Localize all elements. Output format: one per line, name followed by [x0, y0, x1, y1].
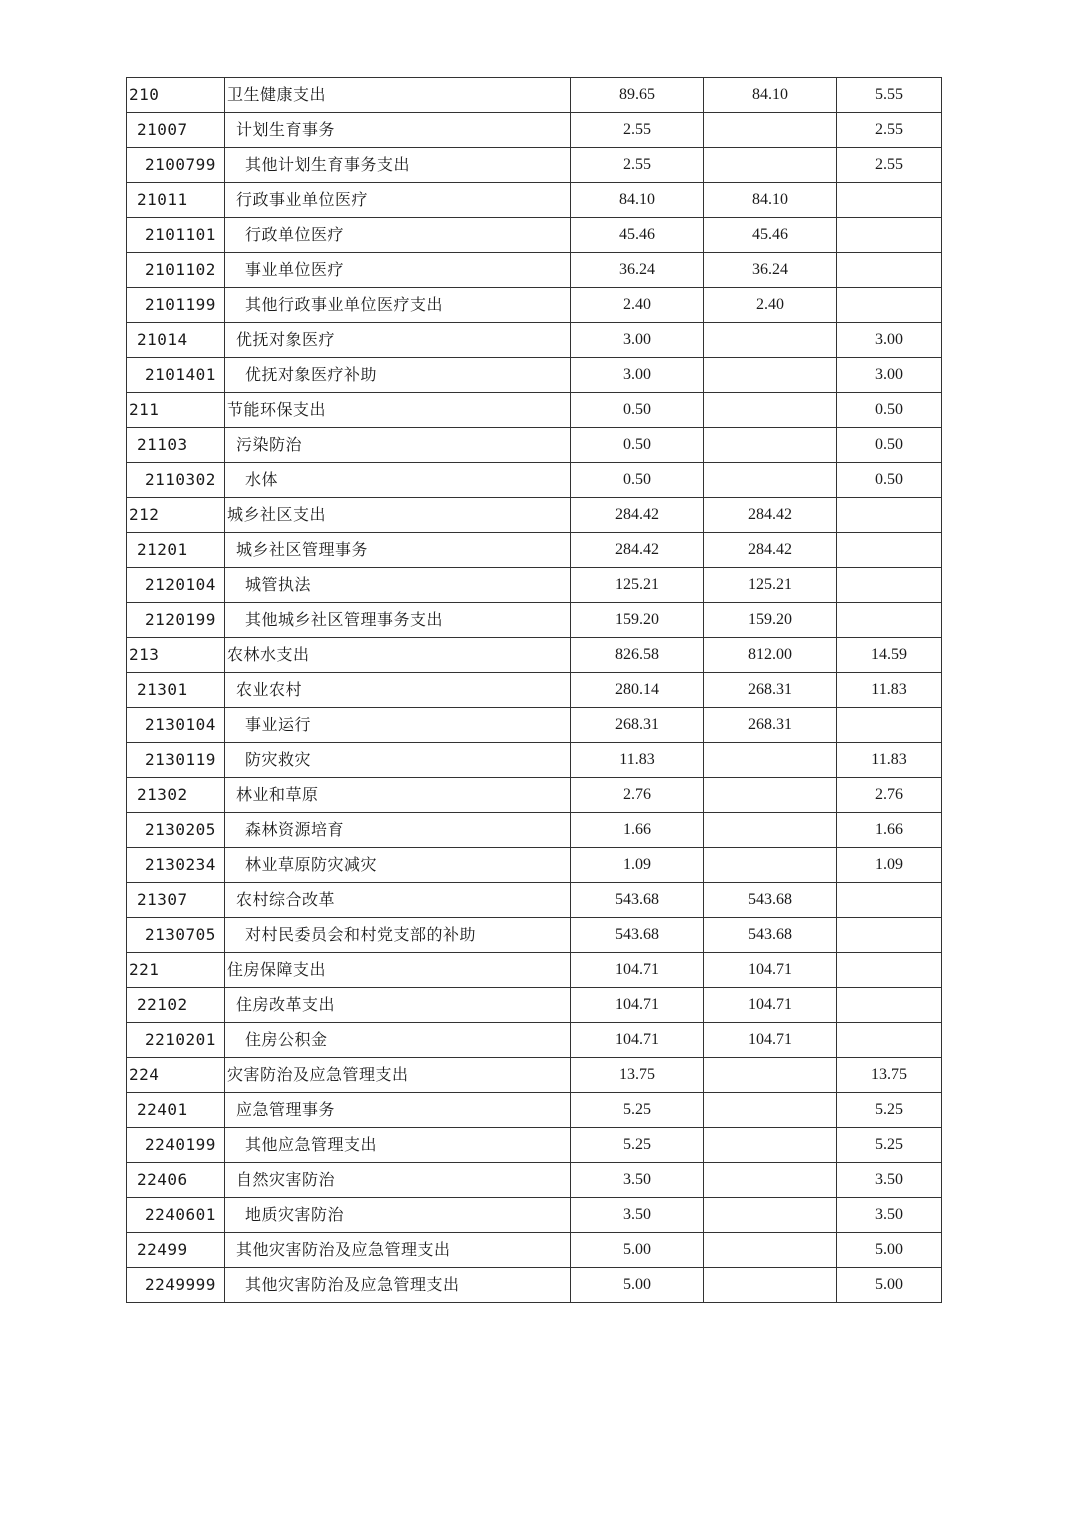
subject-code-cell: 21301	[127, 673, 225, 708]
total-amount-cell: 45.46	[571, 218, 704, 253]
project-expenditure-cell: 2.76	[837, 778, 942, 813]
table-row	[127, 113, 942, 148]
basic-expenditure-cell	[704, 1128, 837, 1163]
basic-expenditure-cell: 812.00	[704, 638, 837, 673]
total-amount-cell: 0.50	[571, 428, 704, 463]
basic-expenditure-cell: 2.40	[704, 288, 837, 323]
subject-code-cell: 21201	[127, 533, 225, 568]
basic-expenditure-cell: 543.68	[704, 883, 837, 918]
total-amount-cell: 3.00	[571, 323, 704, 358]
basic-expenditure-cell	[704, 1163, 837, 1198]
subject-code-cell: 2101199	[127, 288, 225, 323]
basic-expenditure-cell: 36.24	[704, 253, 837, 288]
table-row	[127, 1198, 942, 1233]
table-row	[127, 288, 942, 323]
table-row	[127, 673, 942, 708]
subject-name-cell: 其他城乡社区管理事务支出	[225, 603, 571, 638]
subject-code-cell: 2110302	[127, 463, 225, 498]
basic-expenditure-cell	[704, 113, 837, 148]
total-amount-cell: 0.50	[571, 393, 704, 428]
basic-expenditure-cell	[704, 1233, 837, 1268]
table-row	[127, 988, 942, 1023]
total-amount-cell: 284.42	[571, 498, 704, 533]
subject-name-cell: 节能环保支出	[225, 393, 571, 428]
total-amount-cell: 2.40	[571, 288, 704, 323]
project-expenditure-cell	[837, 288, 942, 323]
project-expenditure-cell	[837, 953, 942, 988]
table-row	[127, 638, 942, 673]
table-row	[127, 393, 942, 428]
subject-name-cell: 计划生育事务	[225, 113, 571, 148]
table-row	[127, 918, 942, 953]
subject-code-cell: 2101401	[127, 358, 225, 393]
basic-expenditure-cell	[704, 148, 837, 183]
subject-name-cell: 农村综合改革	[225, 883, 571, 918]
basic-expenditure-cell: 104.71	[704, 953, 837, 988]
total-amount-cell: 5.00	[571, 1268, 704, 1303]
total-amount-cell: 84.10	[571, 183, 704, 218]
basic-expenditure-cell	[704, 463, 837, 498]
total-amount-cell: 0.50	[571, 463, 704, 498]
subject-code-cell: 2130119	[127, 743, 225, 778]
table-row	[127, 603, 942, 638]
total-amount-cell: 826.58	[571, 638, 704, 673]
subject-code-cell: 211	[127, 393, 225, 428]
subject-name-cell: 其他应急管理支出	[225, 1128, 571, 1163]
table-row	[127, 358, 942, 393]
subject-code-cell: 221	[127, 953, 225, 988]
subject-name-cell: 自然灾害防治	[225, 1163, 571, 1198]
basic-expenditure-cell: 125.21	[704, 568, 837, 603]
subject-code-cell: 22406	[127, 1163, 225, 1198]
basic-expenditure-cell: 284.42	[704, 533, 837, 568]
table-row	[127, 848, 942, 883]
total-amount-cell: 1.66	[571, 813, 704, 848]
basic-expenditure-cell: 84.10	[704, 183, 837, 218]
subject-name-cell: 其他灾害防治及应急管理支出	[225, 1268, 571, 1303]
project-expenditure-cell	[837, 498, 942, 533]
total-amount-cell: 2.55	[571, 148, 704, 183]
table-row	[127, 883, 942, 918]
project-expenditure-cell: 5.55	[837, 78, 942, 113]
project-expenditure-cell: 2.55	[837, 148, 942, 183]
basic-expenditure-cell: 104.71	[704, 1023, 837, 1058]
table-row	[127, 463, 942, 498]
table-row	[127, 498, 942, 533]
total-amount-cell: 36.24	[571, 253, 704, 288]
basic-expenditure-cell	[704, 848, 837, 883]
table-row	[127, 533, 942, 568]
subject-code-cell: 21007	[127, 113, 225, 148]
total-amount-cell: 104.71	[571, 988, 704, 1023]
total-amount-cell: 104.71	[571, 1023, 704, 1058]
subject-code-cell: 2240199	[127, 1128, 225, 1163]
project-expenditure-cell	[837, 568, 942, 603]
basic-expenditure-cell	[704, 1093, 837, 1128]
project-expenditure-cell: 5.25	[837, 1128, 942, 1163]
basic-expenditure-cell	[704, 428, 837, 463]
table-row	[127, 813, 942, 848]
project-expenditure-cell: 5.00	[837, 1233, 942, 1268]
table-row	[127, 218, 942, 253]
subject-code-cell: 2101101	[127, 218, 225, 253]
subject-code-cell: 213	[127, 638, 225, 673]
project-expenditure-cell: 13.75	[837, 1058, 942, 1093]
budget-table	[126, 77, 942, 1303]
subject-code-cell: 22102	[127, 988, 225, 1023]
subject-name-cell: 住房改革支出	[225, 988, 571, 1023]
table-row	[127, 1058, 942, 1093]
subject-code-cell: 21307	[127, 883, 225, 918]
project-expenditure-cell: 0.50	[837, 393, 942, 428]
project-expenditure-cell: 11.83	[837, 743, 942, 778]
subject-name-cell: 城乡社区支出	[225, 498, 571, 533]
subject-code-cell: 2130705	[127, 918, 225, 953]
table-row	[127, 1023, 942, 1058]
subject-code-cell: 22499	[127, 1233, 225, 1268]
basic-expenditure-cell	[704, 743, 837, 778]
basic-expenditure-cell	[704, 778, 837, 813]
subject-name-cell: 其他灾害防治及应急管理支出	[225, 1233, 571, 1268]
basic-expenditure-cell: 159.20	[704, 603, 837, 638]
subject-name-cell: 城管执法	[225, 568, 571, 603]
subject-code-cell: 2120104	[127, 568, 225, 603]
project-expenditure-cell: 3.50	[837, 1198, 942, 1233]
project-expenditure-cell: 5.25	[837, 1093, 942, 1128]
project-expenditure-cell: 1.09	[837, 848, 942, 883]
table-row	[127, 253, 942, 288]
subject-code-cell: 2249999	[127, 1268, 225, 1303]
total-amount-cell: 543.68	[571, 883, 704, 918]
project-expenditure-cell: 1.66	[837, 813, 942, 848]
total-amount-cell: 2.55	[571, 113, 704, 148]
subject-name-cell: 污染防治	[225, 428, 571, 463]
total-amount-cell: 125.21	[571, 568, 704, 603]
total-amount-cell: 104.71	[571, 953, 704, 988]
total-amount-cell: 3.50	[571, 1163, 704, 1198]
total-amount-cell: 268.31	[571, 708, 704, 743]
budget-table-body	[127, 78, 942, 1303]
subject-code-cell: 21103	[127, 428, 225, 463]
subject-name-cell: 地质灾害防治	[225, 1198, 571, 1233]
subject-name-cell: 灾害防治及应急管理支出	[225, 1058, 571, 1093]
table-row	[127, 148, 942, 183]
subject-name-cell: 其他计划生育事务支出	[225, 148, 571, 183]
table-row	[127, 1163, 942, 1198]
basic-expenditure-cell: 84.10	[704, 78, 837, 113]
table-row	[127, 1093, 942, 1128]
table-row	[127, 1128, 942, 1163]
subject-name-cell: 事业单位医疗	[225, 253, 571, 288]
table-row	[127, 953, 942, 988]
basic-expenditure-cell	[704, 1058, 837, 1093]
subject-code-cell: 21014	[127, 323, 225, 358]
subject-name-cell: 林业和草原	[225, 778, 571, 813]
project-expenditure-cell: 2.55	[837, 113, 942, 148]
subject-name-cell: 水体	[225, 463, 571, 498]
project-expenditure-cell: 14.59	[837, 638, 942, 673]
subject-name-cell: 城乡社区管理事务	[225, 533, 571, 568]
subject-code-cell: 224	[127, 1058, 225, 1093]
subject-name-cell: 其他行政事业单位医疗支出	[225, 288, 571, 323]
subject-code-cell: 2130205	[127, 813, 225, 848]
project-expenditure-cell	[837, 218, 942, 253]
total-amount-cell: 5.00	[571, 1233, 704, 1268]
subject-name-cell: 森林资源培育	[225, 813, 571, 848]
project-expenditure-cell	[837, 603, 942, 638]
table-row	[127, 1233, 942, 1268]
project-expenditure-cell: 11.83	[837, 673, 942, 708]
table-row	[127, 78, 942, 113]
total-amount-cell: 2.76	[571, 778, 704, 813]
project-expenditure-cell	[837, 883, 942, 918]
total-amount-cell: 5.25	[571, 1093, 704, 1128]
project-expenditure-cell	[837, 988, 942, 1023]
table-row	[127, 323, 942, 358]
subject-name-cell: 优抚对象医疗	[225, 323, 571, 358]
total-amount-cell: 280.14	[571, 673, 704, 708]
basic-expenditure-cell	[704, 323, 837, 358]
subject-name-cell: 住房保障支出	[225, 953, 571, 988]
project-expenditure-cell	[837, 253, 942, 288]
basic-expenditure-cell: 268.31	[704, 708, 837, 743]
project-expenditure-cell	[837, 708, 942, 743]
subject-name-cell: 行政事业单位医疗	[225, 183, 571, 218]
subject-code-cell: 2120199	[127, 603, 225, 638]
basic-expenditure-cell: 104.71	[704, 988, 837, 1023]
table-row	[127, 183, 942, 218]
subject-code-cell: 22401	[127, 1093, 225, 1128]
total-amount-cell: 159.20	[571, 603, 704, 638]
project-expenditure-cell: 0.50	[837, 463, 942, 498]
project-expenditure-cell: 5.00	[837, 1268, 942, 1303]
total-amount-cell: 3.00	[571, 358, 704, 393]
subject-code-cell: 2210201	[127, 1023, 225, 1058]
subject-name-cell: 农林水支出	[225, 638, 571, 673]
subject-name-cell: 优抚对象医疗补助	[225, 358, 571, 393]
basic-expenditure-cell	[704, 813, 837, 848]
basic-expenditure-cell	[704, 1198, 837, 1233]
subject-code-cell: 2130234	[127, 848, 225, 883]
total-amount-cell: 11.83	[571, 743, 704, 778]
basic-expenditure-cell: 45.46	[704, 218, 837, 253]
basic-expenditure-cell: 543.68	[704, 918, 837, 953]
basic-expenditure-cell: 284.42	[704, 498, 837, 533]
total-amount-cell: 5.25	[571, 1128, 704, 1163]
basic-expenditure-cell: 268.31	[704, 673, 837, 708]
subject-name-cell: 农业农村	[225, 673, 571, 708]
project-expenditure-cell	[837, 183, 942, 218]
subject-code-cell: 2130104	[127, 708, 225, 743]
project-expenditure-cell: 3.50	[837, 1163, 942, 1198]
subject-code-cell: 21302	[127, 778, 225, 813]
project-expenditure-cell: 3.00	[837, 323, 942, 358]
subject-name-cell: 对村民委员会和村党支部的补助	[225, 918, 571, 953]
table-row	[127, 708, 942, 743]
basic-expenditure-cell	[704, 393, 837, 428]
total-amount-cell: 543.68	[571, 918, 704, 953]
subject-code-cell: 210	[127, 78, 225, 113]
subject-name-cell: 事业运行	[225, 708, 571, 743]
project-expenditure-cell	[837, 918, 942, 953]
total-amount-cell: 1.09	[571, 848, 704, 883]
table-row	[127, 1268, 942, 1303]
total-amount-cell: 13.75	[571, 1058, 704, 1093]
subject-name-cell: 应急管理事务	[225, 1093, 571, 1128]
total-amount-cell: 3.50	[571, 1198, 704, 1233]
subject-name-cell: 行政单位医疗	[225, 218, 571, 253]
table-row	[127, 568, 942, 603]
basic-expenditure-cell	[704, 358, 837, 393]
subject-name-cell: 住房公积金	[225, 1023, 571, 1058]
subject-name-cell: 卫生健康支出	[225, 78, 571, 113]
project-expenditure-cell: 3.00	[837, 358, 942, 393]
total-amount-cell: 284.42	[571, 533, 704, 568]
subject-name-cell: 防灾救灾	[225, 743, 571, 778]
table-row	[127, 778, 942, 813]
subject-code-cell: 212	[127, 498, 225, 533]
subject-name-cell: 林业草原防灾减灾	[225, 848, 571, 883]
subject-code-cell: 21011	[127, 183, 225, 218]
subject-code-cell: 2101102	[127, 253, 225, 288]
subject-code-cell: 2240601	[127, 1198, 225, 1233]
table-row	[127, 743, 942, 778]
total-amount-cell: 89.65	[571, 78, 704, 113]
table-row	[127, 428, 942, 463]
project-expenditure-cell	[837, 533, 942, 568]
project-expenditure-cell: 0.50	[837, 428, 942, 463]
subject-code-cell: 2100799	[127, 148, 225, 183]
basic-expenditure-cell	[704, 1268, 837, 1303]
project-expenditure-cell	[837, 1023, 942, 1058]
